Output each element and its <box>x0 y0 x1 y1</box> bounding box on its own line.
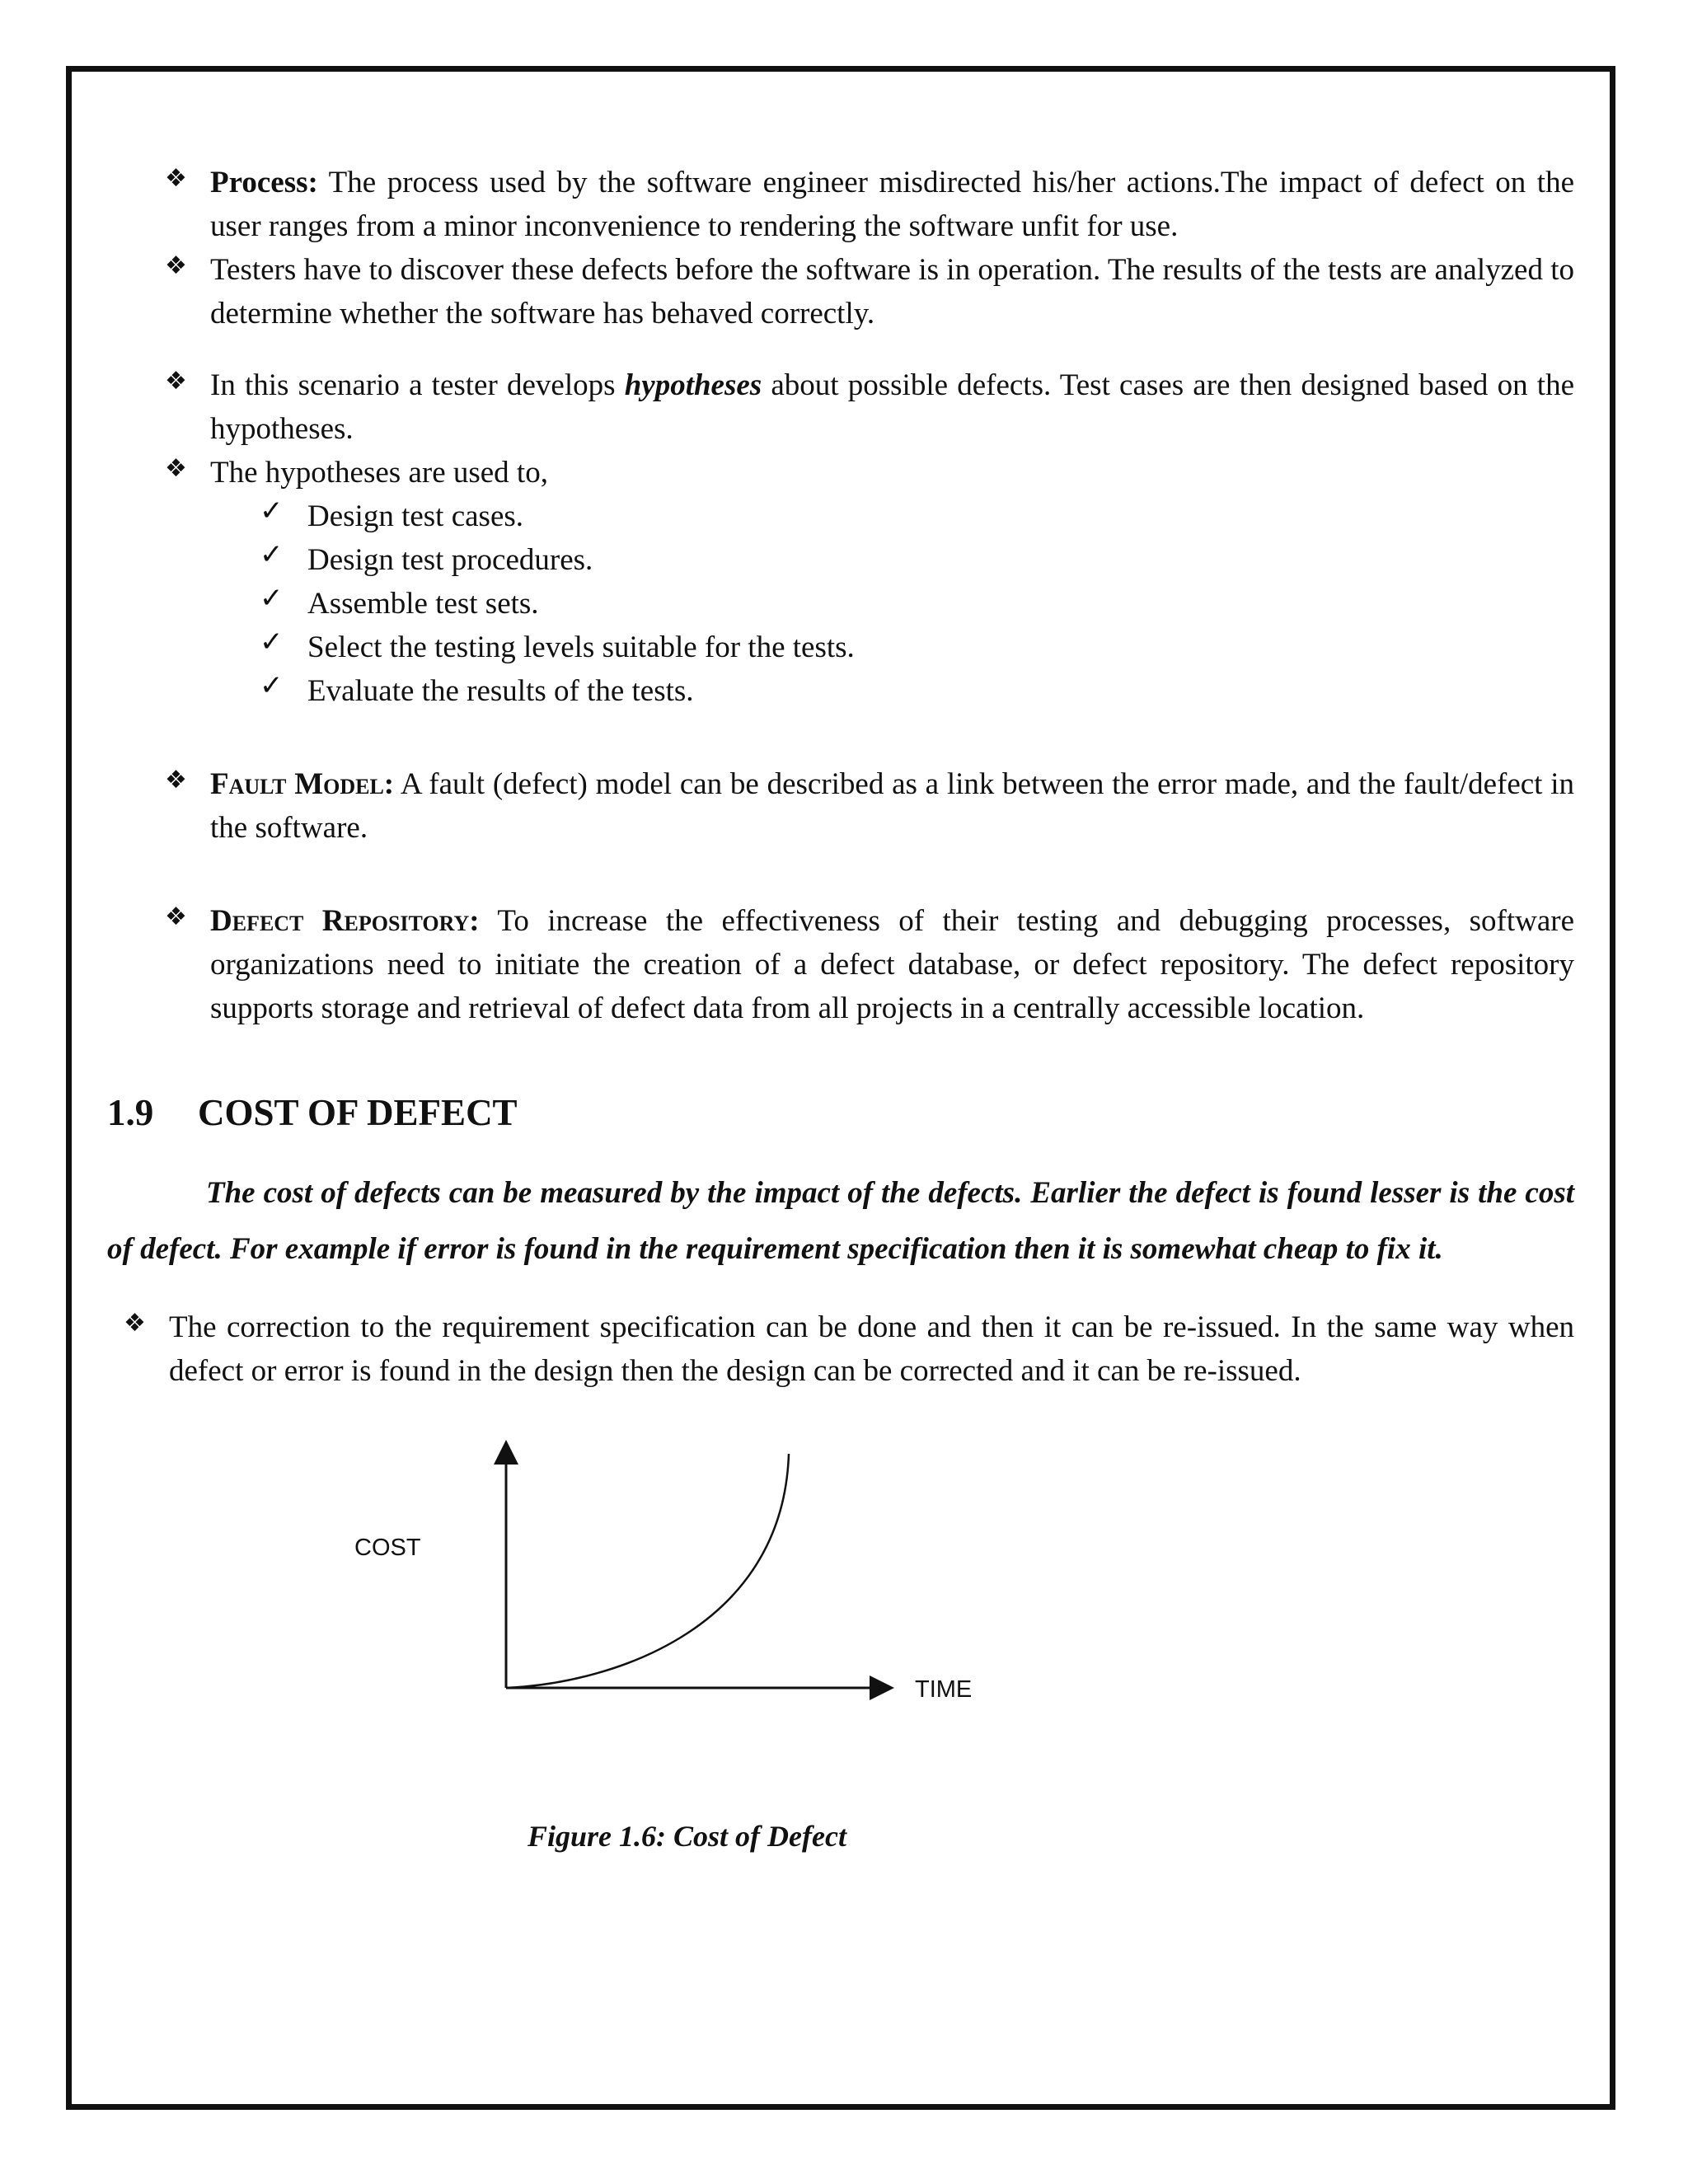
intro-paragraph: The cost of defects can be measured by the impact of the defects. Earlier the defect is found lesser is the cost of defect. For example if error is found in the requirement specification then it is somewhat cheap to fix it. <box>107 1176 1574 1266</box>
cost-of-defect-figure <box>107 1436 1574 1815</box>
y-axis-label: COST <box>354 1535 421 1561</box>
bullet-hypotheses-used <box>107 451 1574 494</box>
check-mark-icon: ✓ <box>260 626 284 658</box>
checklist-item: ✓ Assemble test sets. <box>107 582 1574 626</box>
figure-caption: Figure 1.6: Cost of Defect <box>528 1820 846 1853</box>
bullet-label: Fault Model: <box>210 767 395 801</box>
checklist-item: ✓ Evaluate the results of the tests. <box>107 669 1574 713</box>
diamond-bullet-icon: ❖ <box>124 1309 146 1338</box>
checklist-item: ✓ Design test procedures. <box>107 538 1574 582</box>
bullet-label: Process: <box>210 166 318 199</box>
cost-curve <box>506 1454 789 1688</box>
section-number: 1.9 <box>107 1092 154 1133</box>
bullet-text: To increase the effectiveness of their testing and debugging processes, software organizations need to initiate the creation of a defect database, or defect repository. The defect repository supports storage and retrieval of defect data from all projects in a centrally accessible location. <box>210 904 1574 1025</box>
bullet-emphasis: hypotheses <box>624 368 762 402</box>
bullet-fault-model <box>107 762 1574 850</box>
bullet-text: Testers have to discover these defects before the software is in operation. The results of the tests are analyzed to determine whether the software has behaved correctly. <box>210 253 1574 330</box>
diamond-bullet-icon: ❖ <box>165 164 187 193</box>
cost-curve-diagram <box>107 1436 1014 1815</box>
page-content <box>107 161 1574 1858</box>
diamond-bullet-icon: ❖ <box>165 251 187 280</box>
bullet-label: Defect Repository: <box>210 904 480 938</box>
check-mark-icon: ✓ <box>260 669 284 702</box>
bullet-process <box>107 161 1574 248</box>
checklist-item: ✓ Design test cases. <box>107 494 1574 538</box>
hypotheses-checklist <box>107 494 1574 713</box>
diamond-bullet-icon: ❖ <box>165 766 187 794</box>
bullet-text: The process used by the software engineer misdirected his/her actions.The impact of defect on the user ranges from a minor inconvenience to rendering the software unfit for use. <box>210 166 1574 243</box>
bullet-testers <box>107 248 1574 335</box>
check-mark-icon: ✓ <box>260 582 284 615</box>
checklist-item: ✓ Select the testing levels suitable for the tests. <box>107 626 1574 669</box>
diamond-bullet-icon: ❖ <box>165 902 187 931</box>
x-axis-label: TIME <box>915 1676 973 1703</box>
bullet-hypotheses <box>107 363 1574 451</box>
diamond-bullet-icon: ❖ <box>165 454 187 483</box>
bullet-text-pre: In this scenario a tester develops <box>210 368 625 402</box>
check-mark-icon: ✓ <box>260 494 284 527</box>
bullet-text: The correction to the requirement specification can be done and then it can be re-issued. In the same way when defect or error is found in the design then the design can be corrected and it can be re-issued. <box>169 1310 1574 1388</box>
section-title: COST OF DEFECT <box>198 1092 518 1133</box>
check-mark-icon: ✓ <box>260 538 284 571</box>
bullet-correction <box>107 1305 1574 1393</box>
section-heading <box>107 1088 1574 1137</box>
bullet-text: A fault (defect) model can be described as a link between the error made, and the fault/defect in the software. <box>210 767 1574 845</box>
bullet-text-post: about possible defects. Test cases are then designed based on the hypotheses. <box>210 368 1574 446</box>
bullet-defect-repository <box>107 899 1574 1030</box>
diamond-bullet-icon: ❖ <box>165 367 187 396</box>
bullet-text: The hypotheses are used to, <box>210 456 548 490</box>
